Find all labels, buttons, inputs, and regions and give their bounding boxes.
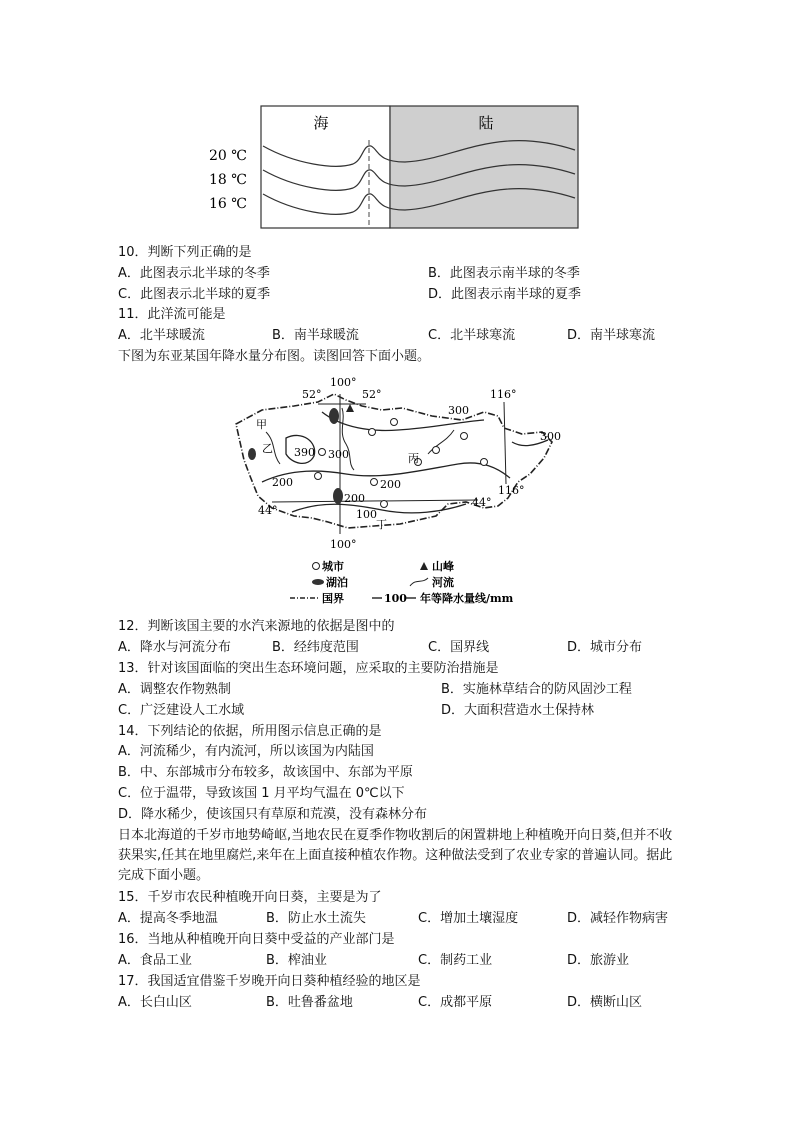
q16-stem: 16．当地从种植晚开向日葵中受益的产业部门是 xyxy=(118,932,395,947)
meridian-116 xyxy=(504,402,506,484)
q17-option-c: C．成都平原 xyxy=(418,995,493,1010)
city-dot xyxy=(315,473,322,480)
isohyet-label-100: 100 xyxy=(356,508,377,521)
q13-stem: 13．针对该国面临的突出生态环境问题，应采取的主要防治措施是 xyxy=(118,661,499,676)
lon-116-top: 116° xyxy=(490,388,517,401)
sunflower-intro: 日本北海道的千岁市地势崎岖,当地农民在夏季作物收割后的闲置耕地上种植晚开向日葵,但并不收获果实,任其在地里腐烂,来年在上面直接种植农作物。这种做法受到了农业专家的普遍认同。据此完成下面小题。 xyxy=(118,828,673,883)
lat-44-right: 44° xyxy=(472,496,492,509)
q17-option-b: B．吐鲁番盆地 xyxy=(266,995,353,1010)
q14-stem: 14．下列结论的依据，所用图示信息正确的是 xyxy=(118,724,382,739)
isohyet-label-300-b: 300 xyxy=(540,430,561,443)
q15-stem: 15．千岁市农民种植晚开向日葵，主要是为了 xyxy=(118,890,382,905)
q13-option-a: A．调整农作物熟制 xyxy=(118,682,231,697)
q11-option-b: B．南半球暖流 xyxy=(272,328,359,343)
q12-option-c: C．国界线 xyxy=(428,640,490,655)
legend-river: 河流 xyxy=(432,576,454,589)
parallel-44 xyxy=(272,500,478,502)
isohyet-label-200-b: 200 xyxy=(380,478,401,491)
q11-stem: 11．此洋流可能是 xyxy=(118,307,226,322)
legend-border: 国界 xyxy=(322,592,344,605)
q15-option-c: C．增加土壤湿度 xyxy=(418,911,519,926)
q11-option-d: D．南半球寒流 xyxy=(567,328,656,343)
q10-option-a: A．此图表示北半球的冬季 xyxy=(118,266,270,281)
q14-option-a: A．河流稀少，有内流河，所以该国为内陆国 xyxy=(118,744,374,759)
isohyet-label-200-a: 200 xyxy=(272,476,293,489)
legend-city-icon xyxy=(313,563,320,570)
city-dot xyxy=(481,459,488,466)
q13-option-d: D．大面积营造水土保持林 xyxy=(441,703,595,718)
q16-option-d: D．旅游业 xyxy=(567,953,630,968)
q14-option-b: B．中、东部城市分布较多，故该国中、东部为平原 xyxy=(118,765,413,780)
q12-option-a: A．降水与河流分布 xyxy=(118,640,231,655)
q10-option-d: D．此图表示南半球的夏季 xyxy=(428,287,582,302)
q15-option-a: A．提高冬季地温 xyxy=(118,911,218,926)
q14-option-d: D．降水稀少，使该国只有草原和荒漠，没有森林分布 xyxy=(118,807,428,822)
map-intro: 下图为东亚某国年降水量分布图。读图回答下面小题。 xyxy=(118,349,431,364)
place-yi: 乙 xyxy=(262,442,273,455)
q14-option-c: C．位于温带，导致该国 1 月平均气温在 0℃以下 xyxy=(118,786,405,801)
isohyet-label-200-c: 200 xyxy=(344,492,365,505)
q12-option-d: D．城市分布 xyxy=(567,640,643,655)
q17-option-a: A．长白山区 xyxy=(118,995,192,1010)
sea-label: 海 xyxy=(313,114,329,132)
q15-option-d: D．减轻作物病害 xyxy=(567,911,669,926)
legend-river-icon xyxy=(410,578,428,586)
lake-south xyxy=(333,488,343,504)
isotherm-label-16: 16 ℃ xyxy=(209,196,247,212)
isotherm-label-20: 20 ℃ xyxy=(209,148,247,164)
legend-peak: 山峰 xyxy=(432,560,454,573)
legend-city: 城市 xyxy=(322,560,344,573)
city-dot xyxy=(391,419,398,426)
legend-isohyet: 年等降水量线/mm xyxy=(420,592,514,605)
q16-option-b: B．榨油业 xyxy=(266,953,327,968)
q11-option-c: C．北半球寒流 xyxy=(428,328,516,343)
q13-option-c: C．广泛建设人工水域 xyxy=(118,703,245,718)
lon-100-bottom: 100° xyxy=(330,538,357,551)
lon-100-top: 100° xyxy=(330,376,357,389)
q12-option-b: B．经纬度范围 xyxy=(272,640,359,655)
city-dot xyxy=(433,447,440,454)
q17-option-d: D．横断山区 xyxy=(567,995,643,1010)
lake-west xyxy=(248,448,256,460)
isohyet-100 xyxy=(292,504,466,513)
legend-peak-icon xyxy=(420,562,428,570)
place-bing: 丙 xyxy=(408,452,419,465)
place-ding: 丁 xyxy=(376,518,387,531)
lat-44-left: 44° xyxy=(258,504,278,517)
precipitation-map xyxy=(222,372,582,612)
legend-lake-icon xyxy=(312,579,324,585)
isohyet-label-300-c: 300 xyxy=(328,448,349,461)
q10-option-c: C．此图表示北半球的夏季 xyxy=(118,287,271,302)
lat-52-left: 52° xyxy=(302,388,322,401)
peak-icon xyxy=(346,404,354,412)
city-dot xyxy=(461,433,468,440)
city-dot xyxy=(369,429,376,436)
q17-stem: 17．我国适宜借鉴千岁晚开向日葵种植经验的地区是 xyxy=(118,974,421,989)
q16-option-c: C．制药工业 xyxy=(418,953,493,968)
lon-116-right: 116° xyxy=(498,484,525,497)
city-dot xyxy=(371,479,378,486)
q10-option-b: B．此图表示南半球的冬季 xyxy=(428,266,580,281)
q12-stem: 12．判断该国主要的水汽来源地的依据是图中的 xyxy=(118,619,395,634)
city-dot xyxy=(319,449,326,456)
city-dot xyxy=(381,501,388,508)
q15-option-b: B．防止水土流失 xyxy=(266,911,366,926)
isohyet-label-300-a: 300 xyxy=(448,404,469,417)
place-jia: 甲 xyxy=(256,418,267,431)
isohyet-label-390: 390 xyxy=(294,446,315,459)
legend-lake: 湖泊 xyxy=(326,576,348,589)
q11-option-a: A．北半球暖流 xyxy=(118,328,205,343)
land-label: 陆 xyxy=(478,114,494,132)
lake-north xyxy=(329,408,339,424)
lat-52-right: 52° xyxy=(362,388,382,401)
isotherm-diagram xyxy=(205,104,585,232)
q13-option-b: B．实施林草结合的防风固沙工程 xyxy=(441,682,632,697)
legend-isohyet-value: 100 xyxy=(384,592,407,605)
q16-option-a: A．食品工业 xyxy=(118,953,192,968)
q10-stem: 10．判断下列正确的是 xyxy=(118,245,252,260)
isotherm-label-18: 18 ℃ xyxy=(209,172,247,188)
river-2 xyxy=(428,430,454,454)
